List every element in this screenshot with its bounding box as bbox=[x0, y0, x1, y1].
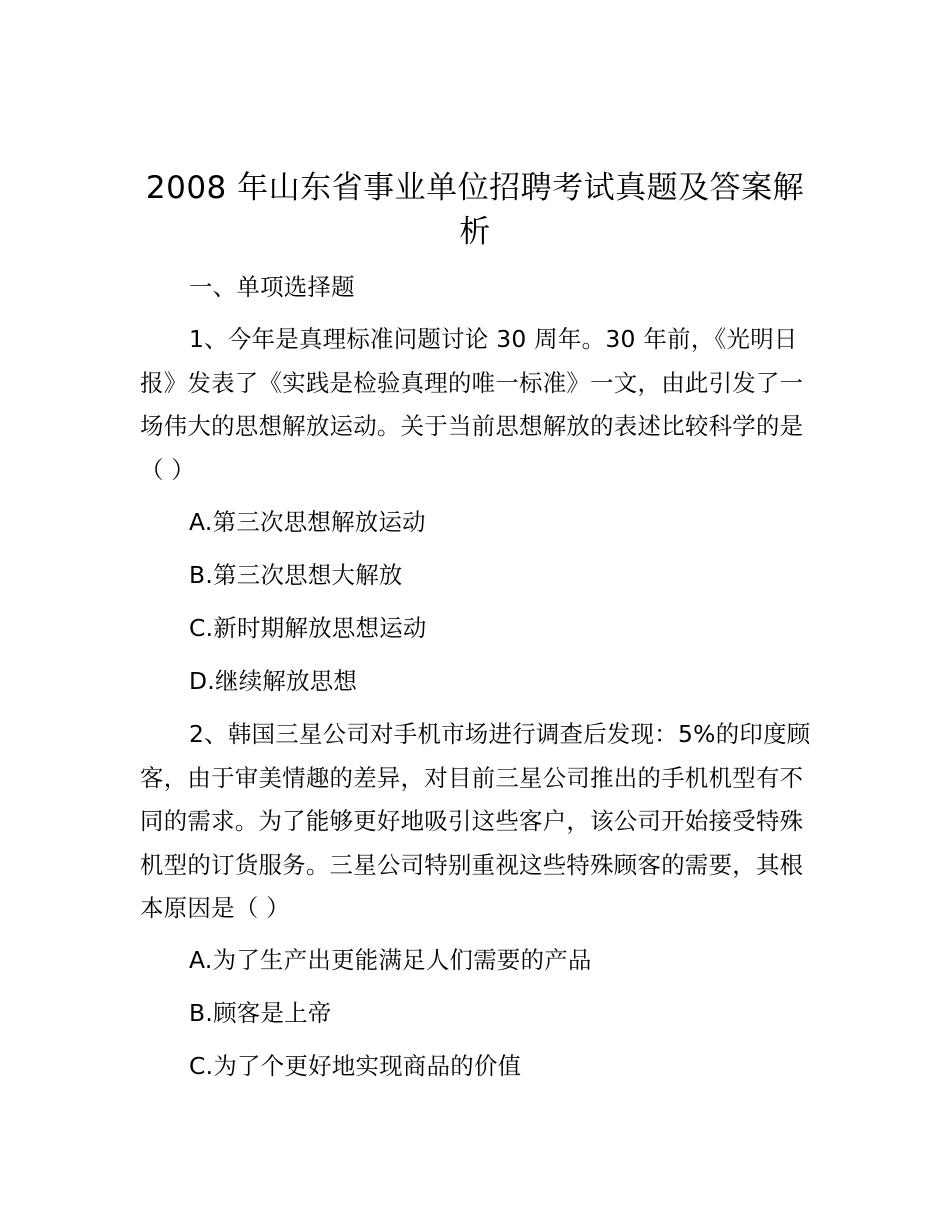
question-1-stem: 1、今年是真理标准问题讨论 30 周年。30 年前，《光明日报》发表了《实践是检验真理的唯一标准》一文，由此引发了一场伟大的思想解放运动。关于当前思想解放的表述比较科学的是（ ） bbox=[140, 325, 804, 484]
question-1-option-a: A.第三次思想解放运动 bbox=[189, 508, 426, 536]
question-1-option-c: C.新时期解放思想运动 bbox=[189, 614, 427, 642]
question-2-option-a: A.为了生产出更能满足人们需要的产品 bbox=[189, 946, 592, 974]
section-heading: 一、单项选择题 bbox=[189, 273, 355, 301]
question-2-stem: 2、韩国三星公司对手机市场进行调查后发现：5%的印度顾客，由于审美情趣的差异，对目前三星公司推出的手机机型有不同的需求。为了能够更好地吸引这些客户，该公司开始接受特殊机型的订货服务。三星公司特别重视这些特殊顾客的需要，其根本原因是（ ） bbox=[140, 720, 811, 922]
document-title: 2008 年山东省事业单位招聘考试真题及答案解析 bbox=[145, 170, 805, 250]
question-1-option-b: B.第三次思想大解放 bbox=[189, 561, 403, 589]
question-1-option-d: D.继续解放思想 bbox=[189, 667, 358, 695]
question-2-option-c: C.为了个更好地实现商品的价值 bbox=[189, 1052, 522, 1080]
question-2-option-b: B.顾客是上帝 bbox=[189, 999, 332, 1027]
